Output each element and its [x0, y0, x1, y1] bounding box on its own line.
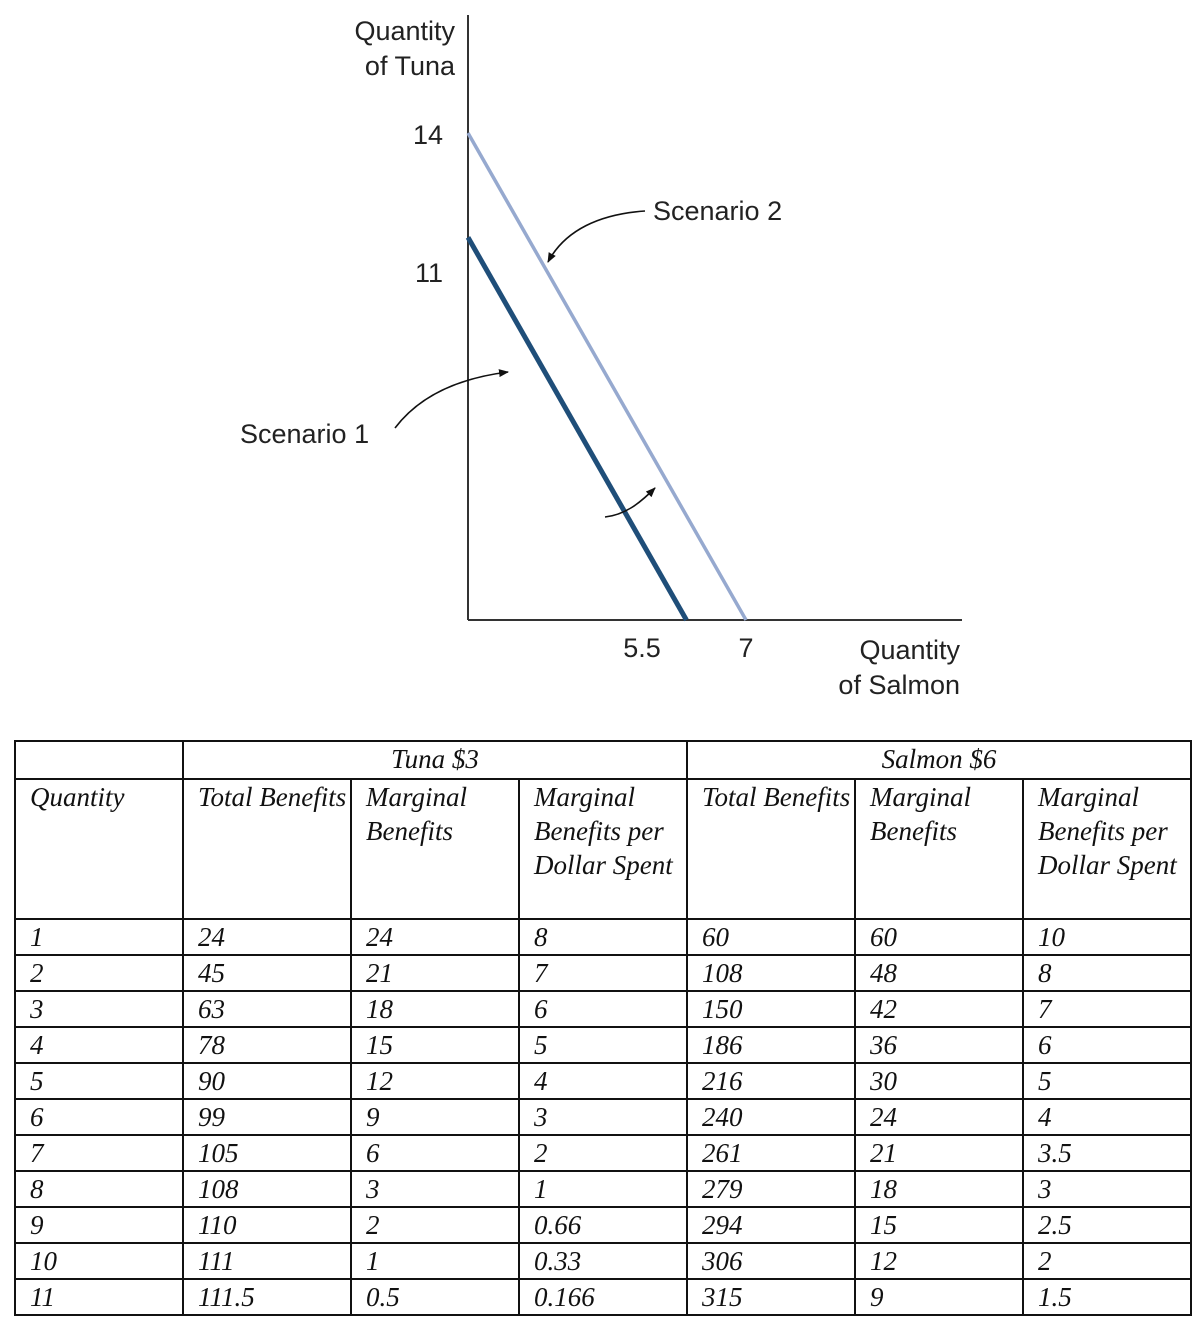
table-cell: 111	[183, 1243, 351, 1279]
table-cell: 3	[351, 1171, 519, 1207]
header-salmon-mb-per-dollar: Marginal Benefits per Dollar Spent	[1023, 779, 1191, 919]
table-group-salmon: Salmon $6	[687, 741, 1191, 779]
y-axis-label-line1: Quantity	[354, 16, 455, 46]
scenario-2-label: Scenario 2	[653, 196, 783, 226]
table-cell: 99	[183, 1099, 351, 1135]
table-cell: 9	[351, 1099, 519, 1135]
y-tick-label-14: 14	[412, 120, 443, 150]
table-cell: 9	[855, 1279, 1023, 1315]
table-cell: 5	[519, 1027, 687, 1063]
table-row	[15, 1279, 1191, 1315]
table-cell: 7	[519, 955, 687, 991]
table-cell: 0.33	[519, 1243, 687, 1279]
y-axis-label-line2: of Tuna	[364, 51, 455, 81]
scenario-1-line	[468, 237, 686, 620]
table-cell: 0.66	[519, 1207, 687, 1243]
x-axis-label-line2: of Salmon	[838, 670, 960, 700]
table-cell: 3.5	[1023, 1135, 1191, 1171]
table-cell: 108	[183, 1171, 351, 1207]
table-cell: 60	[855, 919, 1023, 955]
table-cell: 0.166	[519, 1279, 687, 1315]
table-row	[15, 919, 1191, 955]
table-cell: 18	[855, 1171, 1023, 1207]
table-cell: 1.5	[1023, 1279, 1191, 1315]
table-cell: 9	[15, 1207, 183, 1243]
table-cell: 3	[1023, 1171, 1191, 1207]
table-cell: 78	[183, 1027, 351, 1063]
table-cell: 105	[183, 1135, 351, 1171]
table-row	[15, 1243, 1191, 1279]
table-cell: 261	[687, 1135, 855, 1171]
x-axis-label-line1: Quantity	[859, 635, 960, 665]
x-tick-label-7: 7	[738, 633, 754, 663]
table-cell: 10	[1023, 919, 1191, 955]
scenario-1-arrow	[395, 372, 508, 428]
table-cell: 12	[351, 1063, 519, 1099]
table-group-empty	[15, 741, 183, 779]
table-cell: 7	[15, 1135, 183, 1171]
table-cell: 42	[855, 991, 1023, 1027]
table-cell: 21	[351, 955, 519, 991]
scenario-1-label: Scenario 1	[240, 419, 370, 449]
header-salmon-marginal-benefits: Marginal Benefits	[855, 779, 1023, 919]
table-cell: 15	[855, 1207, 1023, 1243]
table-cell: 6	[351, 1135, 519, 1171]
table-row	[15, 1099, 1191, 1135]
table-cell: 21	[855, 1135, 1023, 1171]
table-cell: 5	[15, 1063, 183, 1099]
header-salmon-total-benefits: Total Benefits	[687, 779, 855, 919]
table-cell: 18	[351, 991, 519, 1027]
table-row	[15, 991, 1191, 1027]
table-cell: 111.5	[183, 1279, 351, 1315]
table-cell: 15	[351, 1027, 519, 1063]
table-cell: 6	[519, 991, 687, 1027]
table-cell: 108	[687, 955, 855, 991]
table-cell: 294	[687, 1207, 855, 1243]
table-cell: 3	[519, 1099, 687, 1135]
table-cell: 60	[687, 919, 855, 955]
table-row	[15, 1063, 1191, 1099]
table-cell: 36	[855, 1027, 1023, 1063]
table-cell: 8	[1023, 955, 1191, 991]
table-row	[15, 1027, 1191, 1063]
table-cell: 8	[519, 919, 687, 955]
table-cell: 186	[687, 1027, 855, 1063]
table-cell: 1	[351, 1243, 519, 1279]
table-cell: 45	[183, 955, 351, 991]
header-tuna-marginal-benefits: Marginal Benefits	[351, 779, 519, 919]
table-cell: 2	[351, 1207, 519, 1243]
table-cell: 24	[855, 1099, 1023, 1135]
table-cell: 48	[855, 955, 1023, 991]
table-cell: 4	[1023, 1099, 1191, 1135]
table-cell: 6	[15, 1099, 183, 1135]
header-quantity: Quantity	[15, 779, 183, 919]
table-cell: 2	[15, 955, 183, 991]
table-cell: 279	[687, 1171, 855, 1207]
table-cell: 8	[15, 1171, 183, 1207]
table-cell: 110	[183, 1207, 351, 1243]
table-cell: 1	[519, 1171, 687, 1207]
table-cell: 2	[1023, 1243, 1191, 1279]
table-cell: 6	[1023, 1027, 1191, 1063]
table-cell: 24	[351, 919, 519, 955]
table-row	[15, 1207, 1191, 1243]
table-cell: 24	[183, 919, 351, 955]
table-cell: 12	[855, 1243, 1023, 1279]
table-row	[15, 1135, 1191, 1171]
table-cell: 4	[15, 1027, 183, 1063]
table-cell: 216	[687, 1063, 855, 1099]
table-cell: 4	[519, 1063, 687, 1099]
benefits-table	[14, 740, 1192, 1316]
table-cell: 1	[15, 919, 183, 955]
table-cell: 2.5	[1023, 1207, 1191, 1243]
y-tick-label-11: 11	[414, 258, 443, 288]
table-cell: 306	[687, 1243, 855, 1279]
scenario-2-arrow	[548, 211, 645, 262]
table-cell: 30	[855, 1063, 1023, 1099]
table-cell: 240	[687, 1099, 855, 1135]
table-cell: 90	[183, 1063, 351, 1099]
x-tick-label-5-5: 5.5	[623, 633, 661, 663]
table-cell: 63	[183, 991, 351, 1027]
header-tuna-total-benefits: Total Benefits	[183, 779, 351, 919]
header-tuna-mb-per-dollar: Marginal Benefits per Dollar Spent	[519, 779, 687, 919]
table-row	[15, 955, 1191, 991]
table-cell: 315	[687, 1279, 855, 1315]
table-cell: 5	[1023, 1063, 1191, 1099]
table-cell: 10	[15, 1243, 183, 1279]
table-cell: 150	[687, 991, 855, 1027]
table-cell: 3	[15, 991, 183, 1027]
table-row	[15, 1171, 1191, 1207]
table-cell: 0.5	[351, 1279, 519, 1315]
table-cell: 2	[519, 1135, 687, 1171]
table-cell: 7	[1023, 991, 1191, 1027]
table-cell: 11	[15, 1279, 183, 1315]
table-group-tuna: Tuna $3	[183, 741, 687, 779]
